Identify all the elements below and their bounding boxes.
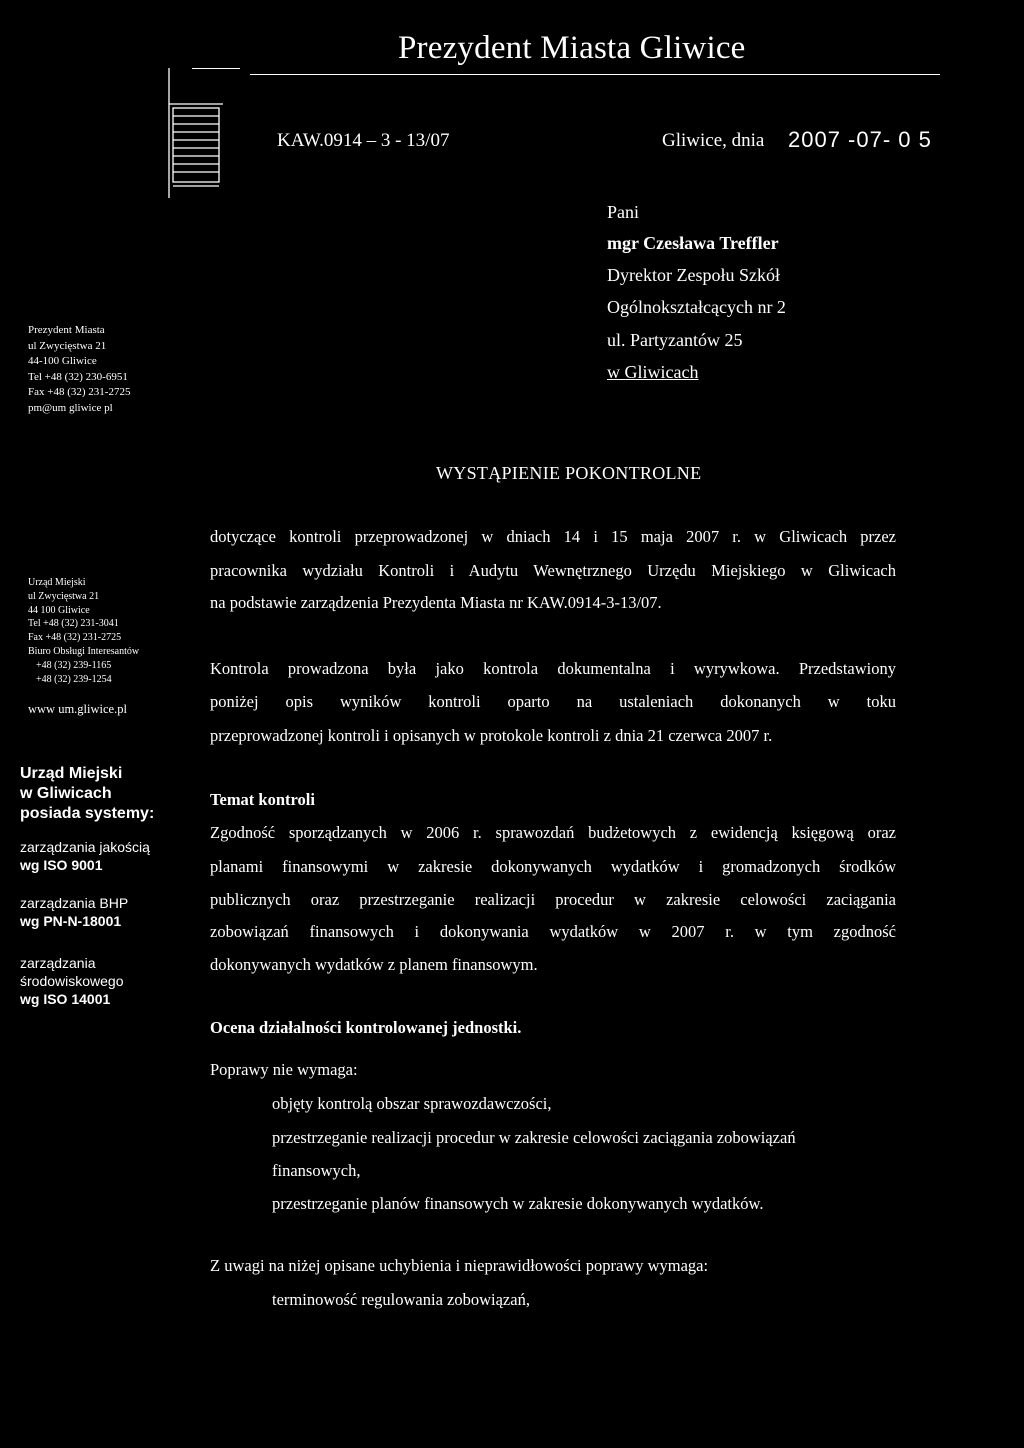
system-environment [20,954,124,1008]
system-standard: wg ISO 9001 [20,857,103,873]
place-date-label: Gliwice, dnia [662,130,765,151]
city-crest-icon [165,68,225,198]
office-contact-block [28,576,139,686]
topic-line: zobowiązań finansowych i dokonywania wydatków w 2007 r. w tym zgodność [210,922,896,941]
office-phone: +48 (32) 239-1254 [36,673,112,685]
topic-line: planami finansowymi w zakresie dokonywanych wydatków i gromadzonych środków [210,857,896,876]
recipient-position: Dyrektor Zespołu Szkół [607,265,780,285]
correction-label: Z uwagi na niżej opisane uchybienia i nieprawidłowości poprawy wymaga: [210,1256,709,1275]
sidebar-line: Prezydent Miasta [28,324,105,336]
systems-heading-line: w Gliwicach [20,785,112,802]
president-contact-block [28,323,130,416]
list-item: terminowość regulowania zobowiązań, [272,1290,530,1309]
sidebar-line: Biuro Obsługi Interesantów [28,645,140,657]
sidebar-line: Tel +48 (32) 230-6951 [28,370,128,383]
sidebar-line: Urząd Miejski [28,577,86,588]
system-name: zarządzania [20,955,96,971]
system-name: środowiskowego [20,973,124,989]
intro-line: pracownika wydziału Kontroli i Audytu Wewnętrznego Urzędu Miejskiego w Gliwicach [210,561,896,580]
intro-line: dotyczące kontroli przeprowadzonej w dniach 14 i 15 maja 2007 r. w Gliwicach przez [210,527,896,546]
method-line: poniżej opis wyników kontroli oparto na ustaleniach dokonanych w toku [210,692,896,711]
system-quality [20,838,150,874]
list-item: przestrzeganie planów finansowych w zakresie dokonywanych wydatków. [272,1194,764,1213]
topic-line: publicznych oraz przestrzeganie realizacji procedur w zakresie celowości zaciągania [210,890,896,909]
topic-line: Zgodność sporządzanych w 2006 r. sprawozdań budżetowych z ewidencją księgową oraz [210,823,896,842]
document-heading: WYSTĄPIENIE POKONTROLNE [436,463,702,483]
header-rule [250,74,940,75]
sidebar-line: 44-100 Gliwice [28,355,97,367]
recipient-city: w Gliwicach [607,362,699,382]
recipient-institution: Ogólnokształcących nr 2 [607,297,786,317]
recipient-name: mgr Czesława Treffler [607,233,779,253]
system-standard: wg PN-N-18001 [20,913,122,929]
website-link: www um.gliwice.pl [28,702,127,716]
recipient-street: ul. Partyzantów 25 [607,330,743,350]
topic-heading: Temat kontroli [210,790,315,809]
method-line: Kontrola prowadzona była jako kontrola dokumentalna i wyrywkowa. Przedstawiony [210,659,896,678]
system-standard: wg ISO 14001 [20,991,111,1007]
systems-heading-line: posiada systemy: [20,805,155,822]
office-phone: +48 (32) 239-1165 [36,659,112,671]
topic-line: dokonywanych wydatków z planem finansowym. [210,955,538,974]
date-stamp: 2007 -07- 0 5 [788,127,932,152]
page-title: Prezydent Miasta Gliwice [398,30,746,66]
sidebar-line: Fax +48 (32) 231-2725 [28,386,131,398]
assessment-heading: Ocena działalności kontrolowanej jednostki. [210,1018,522,1037]
president-email: pm@um gliwice pl [28,401,113,414]
sidebar-line: 44 100 Gliwice [28,604,90,616]
no-correction-label: Poprawy nie wymaga: [210,1060,358,1079]
list-item: przestrzeganie realizacji procedur w zakresie celowości zaciągania zobowiązań [272,1128,796,1147]
method-line: przeprowadzonej kontroli i opisanych w protokole kontroli z dnia 21 czerwca 2007 r. [210,726,773,745]
list-item: objęty kontrolą obszar sprawozdawczości, [272,1094,552,1113]
recipient-salutation: Pani [607,202,640,222]
systems-heading-line: Urząd Miejski [20,765,123,782]
intro-line: na podstawie zarządzenia Prezydenta Miasta nr KAW.0914-3-13/07. [210,593,662,612]
system-bhp [20,894,128,930]
system-name: zarządzania jakością [20,839,150,855]
sidebar-line: Tel +48 (32) 231-3041 [28,618,119,630]
sidebar-line: ul Zwycięstwa 21 [28,339,107,352]
sidebar-line: ul Zwycięstwa 21 [28,590,100,602]
sidebar-line: Fax +48 (32) 231-2725 [28,632,122,644]
system-name: zarządzania BHP [20,895,129,911]
list-item: finansowych, [272,1161,361,1180]
reference-number: KAW.0914 – 3 - 13/07 [277,130,450,151]
systems-heading [20,764,154,824]
